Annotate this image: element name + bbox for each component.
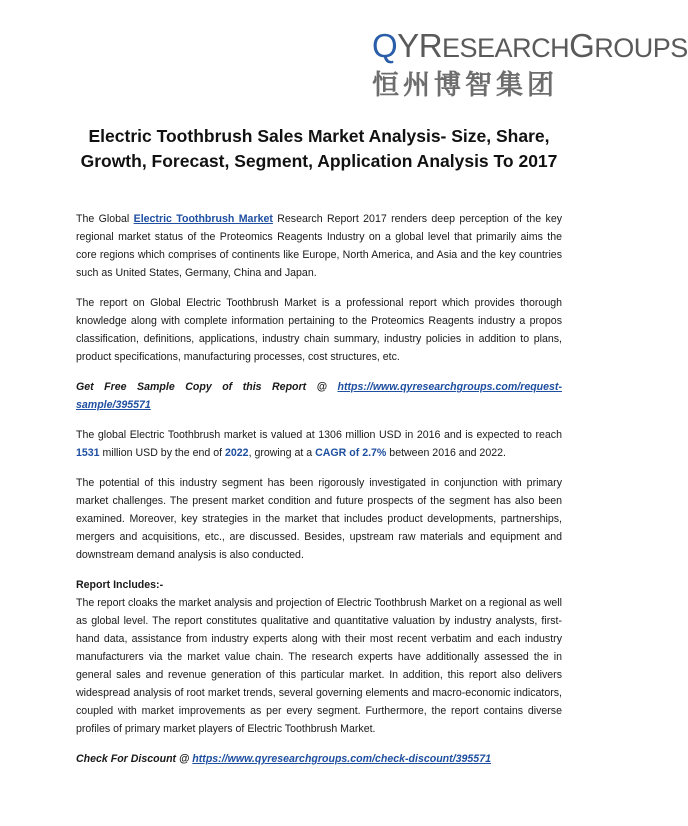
sample-request-link[interactable]: https://www.qyresearchgroups.com/request-sample/395571 (76, 381, 562, 411)
cagr-highlight: CAGR of 2.7% (315, 447, 387, 459)
logo-english-wordmark (372, 27, 688, 64)
market-value-text-2: million USD by the end of (99, 447, 225, 459)
report-includes-label: Report Includes:- (76, 579, 164, 591)
logo-chinese-wordmark: 恒州博智集团 (372, 70, 558, 101)
logo-word-roups: ROUPS (594, 33, 688, 63)
discount-line (76, 750, 562, 768)
market-value-text-4: between 2016 and 2022. (386, 447, 506, 459)
intro-text-end: Research Report 2017 renders deep perception of the key regional market status of the Proteomics Reagents Industry on a global level that primarily aims the core regions which comprises of continents like Europe, North America, and Asia and the key countries such as United States, Germany, China and Japan. (76, 213, 563, 279)
intro-text-start: The Global (76, 213, 134, 225)
electric-toothbrush-market-link[interactable]: Electric Toothbrush Market (133, 213, 273, 225)
logo-letter-q: Q (372, 27, 398, 64)
logo-letter-g: G (569, 27, 595, 64)
report-includes-paragraph: The report cloaks the market analysis and projection of Electric Toothbrush Market on a regional as well as global level. The report constitutes qualitative and quantitative valuation by industry analysts, first-hand data, assistance from industry experts along with their most recent verbatim and each industry manufacturers via the market value chain. The research experts have additionally assessed the in general sales and revenue generation of this particular market. In addition, this report also delivers widespread analysis of root market trends, several governing elements and macro-economic indicators, coupled with market improvements as per every segment. Furthermore, the report contains diverse profiles of primary market players of Electric Toothbrush Market. (76, 597, 562, 735)
forecast-year-highlight: 2022 (225, 447, 249, 459)
company-logo (372, 27, 688, 108)
logo-letter-y: Y (397, 27, 419, 64)
forecast-value-highlight: 1531 (76, 447, 100, 459)
report-includes-heading (76, 576, 562, 594)
intro-paragraph (76, 210, 562, 282)
market-value-paragraph (76, 426, 562, 462)
industry-potential-paragraph: The potential of this industry segment has been rigorously investigated in conjunction with primary market challenges. The present market condition and future prospects of the segment has also been examined. Moreover, key strategies in the market that includes product developments, partnerships, mergers and acquisitions, etc., are discussed. Besides, upstream raw materials and equipment and downstream demand analysis is also conducted. (76, 477, 562, 561)
document-title: Electric Toothbrush Sales Market Analysis- Size, Share, Growth, Forecast, Segment, Application Analysis To 2017 (80, 126, 558, 171)
discount-label: Check For Discount @ (76, 753, 193, 765)
logo-letter-r: R (418, 27, 443, 64)
market-value-text-1: The global Electric Toothbrush market is valued at 1306 million USD in 2016 and is expected to reach (76, 429, 562, 441)
market-value-text-3: , growing at a (248, 447, 316, 459)
report-overview-paragraph: The report on Global Electric Toothbrush Market is a professional report which provides thorough knowledge along with complete information pertaining to the Proteomics Reagents industry a propos classification, definitions, applications, industry chain summary, industry policies in addition to plans, product specifications, manufacturing processes, cost structures, etc. (76, 297, 562, 363)
document-body (76, 210, 562, 780)
logo-word-esearch: ESEARCH (442, 33, 570, 63)
sample-request-line (76, 378, 562, 414)
discount-link[interactable]: https://www.qyresearchgroups.com/check-discount/395571 (192, 753, 491, 765)
sample-request-label: Get Free Sample Copy of this Report @ (76, 381, 338, 393)
